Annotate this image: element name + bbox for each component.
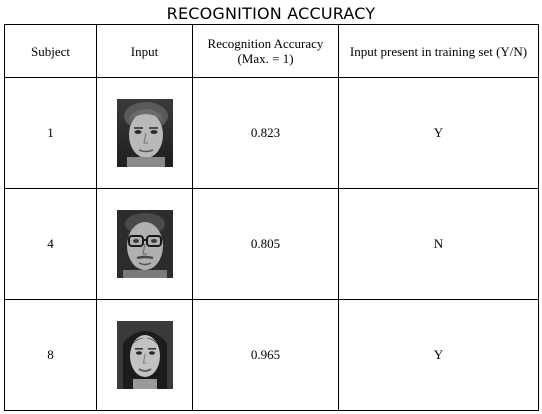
column-header-subject: Subject: [5, 25, 97, 78]
table-row: [5, 189, 539, 300]
training-presence-cell: N: [339, 189, 539, 300]
face-photo-subject-8: [117, 321, 173, 389]
subject-cell: 1: [5, 78, 97, 189]
table-row: [5, 78, 539, 189]
table-row: [5, 300, 539, 411]
input-cell: [97, 300, 193, 411]
column-header-input: Input: [97, 25, 193, 78]
column-header-training-presence: Input present in training set (Y/N): [339, 25, 539, 78]
column-header-accuracy: Recognition Accuracy (Max. = 1): [193, 25, 339, 78]
face-photo-subject-1: [117, 99, 173, 167]
accuracy-cell: 0.823: [193, 78, 339, 189]
training-presence-cell: Y: [339, 78, 539, 189]
accuracy-cell: 0.965: [193, 300, 339, 411]
accuracy-cell: 0.805: [193, 189, 339, 300]
input-cell: [97, 189, 193, 300]
header-row: [5, 25, 539, 78]
subject-cell: 8: [5, 300, 97, 411]
table-title: RECOGNITION ACCURACY: [166, 4, 376, 23]
input-cell: [97, 78, 193, 189]
recognition-accuracy-table: [4, 24, 539, 411]
subject-cell: 4: [5, 189, 97, 300]
training-presence-cell: Y: [339, 300, 539, 411]
face-photo-subject-4: [117, 210, 173, 278]
